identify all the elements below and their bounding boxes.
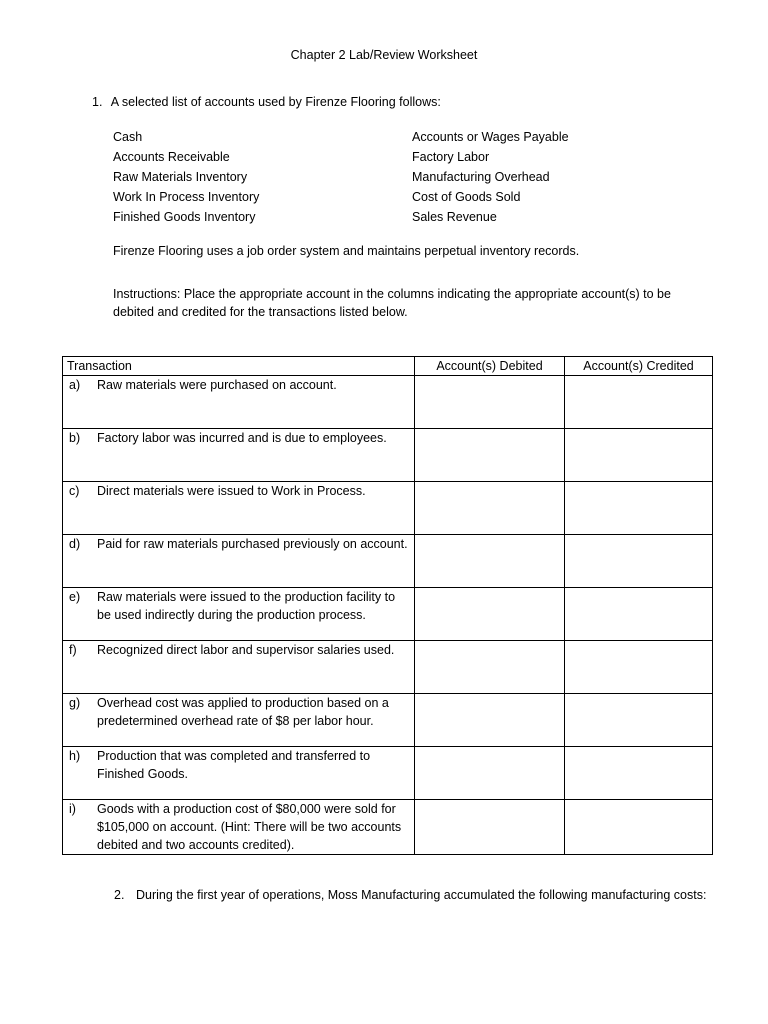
row-label: i) <box>69 802 76 816</box>
account-item: Sales Revenue <box>412 210 497 224</box>
credited-cell[interactable] <box>565 588 713 641</box>
transaction-cell <box>63 376 415 429</box>
debited-cell[interactable] <box>415 376 565 429</box>
account-item: Accounts or Wages Payable <box>412 130 569 144</box>
row-text: Production that was completed and transferred to Finished Goods. <box>97 749 371 781</box>
table-row <box>63 429 713 482</box>
credited-cell[interactable] <box>565 800 713 855</box>
table-row <box>63 535 713 588</box>
credited-cell[interactable] <box>565 747 713 800</box>
table-row <box>63 482 713 535</box>
transaction-cell <box>63 482 415 535</box>
account-item: Cost of Goods Sold <box>412 190 521 204</box>
row-label: f) <box>69 643 77 657</box>
account-item: Raw Materials Inventory <box>113 170 248 184</box>
header-transaction: Transaction <box>63 357 415 376</box>
transaction-cell <box>63 535 415 588</box>
transaction-cell <box>63 800 415 855</box>
credited-cell[interactable] <box>565 482 713 535</box>
row-label: a) <box>69 378 81 392</box>
credited-cell[interactable] <box>565 376 713 429</box>
row-label: e) <box>69 590 81 604</box>
table-header-row <box>63 357 713 376</box>
account-item: Accounts Receivable <box>113 150 230 164</box>
row-text: Raw materials were purchased on account. <box>97 378 337 392</box>
row-label: d) <box>69 537 81 551</box>
debited-cell[interactable] <box>415 800 565 855</box>
row-label: h) <box>69 749 81 763</box>
debited-cell[interactable] <box>415 694 565 747</box>
account-item: Finished Goods Inventory <box>113 210 256 224</box>
debited-cell[interactable] <box>415 482 565 535</box>
system-note: Firenze Flooring uses a job order system and maintains perpetual inventory records. <box>113 244 580 258</box>
question-2-text: During the first year of operations, Moss Manufacturing accumulated the following manufacturing costs: <box>136 888 707 902</box>
transactions-table <box>62 356 713 855</box>
account-item: Factory Labor <box>412 150 490 164</box>
row-label: c) <box>69 484 80 498</box>
account-item: Cash <box>113 130 143 144</box>
row-label: g) <box>69 696 81 710</box>
debited-cell[interactable] <box>415 429 565 482</box>
table-row <box>63 641 713 694</box>
account-item: Work In Process Inventory <box>113 190 260 204</box>
question-1-number: 1. <box>92 95 103 109</box>
question-1-text: A selected list of accounts used by Firenze Flooring follows: <box>110 95 441 109</box>
row-text: Overhead cost was applied to production based on a predetermined overhead rate of $8 per labor hour. <box>97 696 389 728</box>
row-text: Direct materials were issued to Work in Process. <box>97 484 366 498</box>
row-text: Paid for raw materials purchased previously on account. <box>97 537 408 551</box>
transaction-cell <box>63 588 415 641</box>
header-debited: Account(s) Debited <box>415 357 565 376</box>
transaction-cell <box>63 429 415 482</box>
question-1 <box>92 95 441 109</box>
transaction-cell <box>63 641 415 694</box>
worksheet-title: Chapter 2 Lab/Review Worksheet <box>290 48 478 62</box>
row-text: Raw materials were issued to the production facility to be used indirectly during the production process. <box>97 590 396 622</box>
row-text: Goods with a production cost of $80,000 were sold for $105,000 on account. (Hint: There will be two accounts debited and two accounts credited). <box>97 802 402 852</box>
account-list-right <box>412 127 569 227</box>
question-2 <box>114 886 736 904</box>
debited-cell[interactable] <box>415 747 565 800</box>
table-row <box>63 694 713 747</box>
table-row <box>63 588 713 641</box>
transaction-cell <box>63 747 415 800</box>
row-text: Factory labor was incurred and is due to employees. <box>97 431 387 445</box>
header-credited: Account(s) Credited <box>565 357 713 376</box>
instructions: Instructions: Place the appropriate account in the columns indicating the appropriate account(s) to be debited and credited for the transactions listed below. <box>113 287 671 319</box>
credited-cell[interactable] <box>565 641 713 694</box>
table-row <box>63 800 713 855</box>
question-2-number: 2. <box>114 888 125 902</box>
credited-cell[interactable] <box>565 535 713 588</box>
row-text: Recognized direct labor and supervisor salaries used. <box>97 643 395 657</box>
debited-cell[interactable] <box>415 588 565 641</box>
account-item: Manufacturing Overhead <box>412 170 550 184</box>
debited-cell[interactable] <box>415 535 565 588</box>
credited-cell[interactable] <box>565 694 713 747</box>
account-list-left <box>113 127 259 227</box>
debited-cell[interactable] <box>415 641 565 694</box>
row-label: b) <box>69 431 81 445</box>
credited-cell[interactable] <box>565 429 713 482</box>
transaction-cell <box>63 694 415 747</box>
table-row <box>63 747 713 800</box>
table-row <box>63 376 713 429</box>
